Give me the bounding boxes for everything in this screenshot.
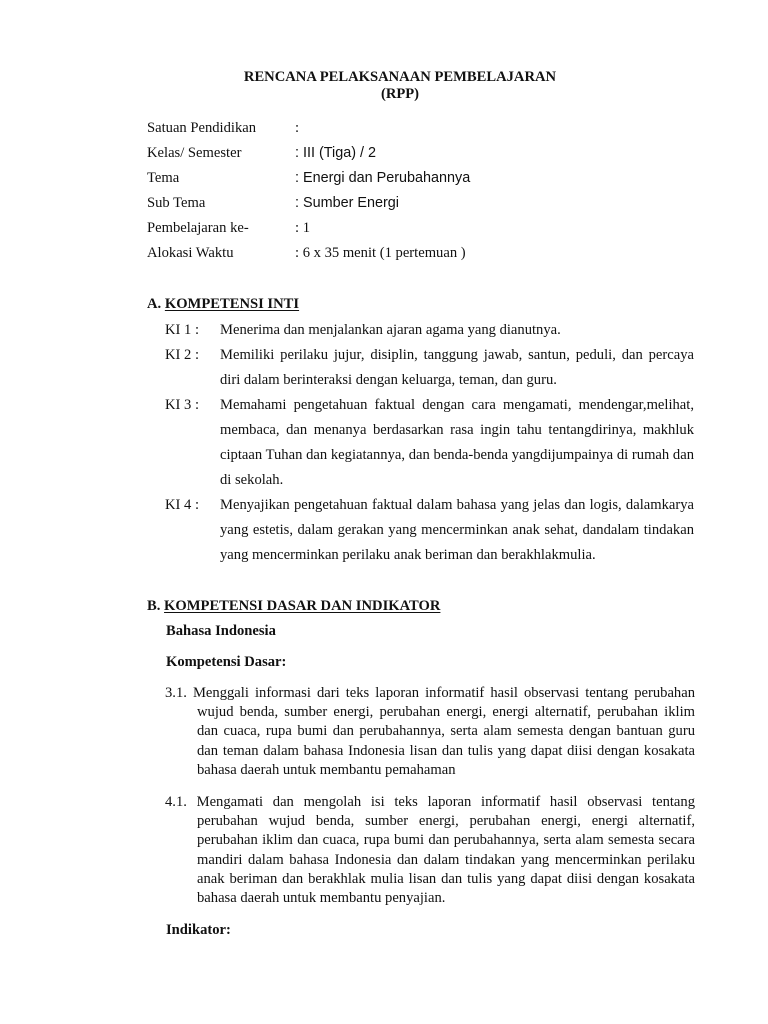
identity-row [147, 191, 707, 215]
indicator-heading: Indikator: [166, 922, 231, 938]
ki-text: Menyajikan pengetahuan faktual dalam bahasa yang jelas dan logis, dalamkarya yang estetis, dalam gerakan yang mencerminkan anak sehat, dandalam tindakan yang mencerminkan perilaku anak beriman dan berakhlakmulia. [220, 497, 694, 563]
identity-row [147, 141, 707, 165]
section-a-title: KOMPETENSI INTI [164, 296, 300, 312]
kd-heading: Kompetensi Dasar: [166, 654, 287, 670]
identity-label: Alokasi Waktu [147, 245, 234, 261]
ki-code: KI 2 : [165, 347, 200, 363]
identity-value: : III (Tiga) / 2 [295, 145, 377, 161]
section-b-title: KOMPETENSI DASAR DAN INDIKATOR [164, 598, 441, 614]
identity-value: : [295, 120, 300, 136]
kd-item: 4.1. Mengamati dan mengolah isi teks laporan informatif hasil observasi tentang perubahan wujud benda, sumber energi, perubahan energi, energi alternatif, perubahan iklim dan cuaca, rupa bumi dan perubahannya, serta alam semesta secara mandiri dalam bahasa Indonesia dan dalam tindakan yang mencerminkan perilaku anak beriman dan berakhlak mulia lisan dan tulis yang dapat diisi dengan kosakata bahasa daerah untuk membantu penyajian. [165, 794, 695, 907]
identity-label: Pembelajaran ke- [147, 220, 249, 236]
section-b-heading [147, 596, 440, 616]
document-title: RENCANA PELAKSANAAN PEMBELAJARAN [243, 69, 557, 85]
section-a-heading [147, 294, 299, 314]
identity-row [147, 116, 707, 140]
subject-heading: Bahasa Indonesia [166, 623, 276, 639]
identity-label: Sub Tema [147, 195, 206, 211]
ki-text: Memiliki perilaku jujur, disiplin, tanggung jawab, santun, peduli, dan percaya diri dalam berinteraksi dengan keluarga, teman, dan guru. [220, 347, 694, 388]
section-b-letter: B. [147, 598, 161, 614]
document-subtitle: (RPP) [380, 86, 420, 102]
identity-row [147, 241, 707, 265]
section-a-letter: A. [147, 296, 162, 312]
identity-value: : 1 [295, 220, 310, 236]
kd-item: 3.1. Menggali informasi dari teks laporan informatif hasil observasi tentang perubahan wujud benda, sumber energi, perubahan energi, energi alternatif, perubahan iklim dan cuaca, rupa bumi dan perubahannya, serta alam semesta dengan bantuan guru dan teman dalam bahasa Indonesia lisan dan tulis yang dapat diisi dengan kosakata bahasa daerah untuk membantu pemahaman [165, 685, 695, 778]
ki-code: KI 1 : [165, 322, 200, 338]
identity-value: : 6 x 35 menit (1 pertemuan ) [295, 245, 466, 261]
ki-code: KI 3 : [165, 397, 200, 413]
ki-text: Memahami pengetahuan faktual dengan cara mengamati, mendengar,melihat, membaca, dan menanya berdasarkan rasa ingin tahu tentangdirinya, makhluk ciptaan Tuhan dan kegiatannya, dan benda-benda yangdijumpainya di rumah dan di sekolah. [220, 397, 694, 488]
identity-label: Tema [147, 170, 180, 186]
identity-row [147, 216, 707, 240]
identity-value: : Energi dan Perubahannya [295, 170, 471, 186]
identity-label: Kelas/ Semester [147, 145, 242, 161]
identity-label: Satuan Pendidikan [147, 120, 257, 136]
ki-text: Menerima dan menjalankan ajaran agama yang dianutnya. [220, 322, 561, 338]
ki-code: KI 4 : [165, 497, 200, 513]
identity-value: : Sumber Energi [295, 195, 399, 211]
identity-row [147, 166, 707, 190]
